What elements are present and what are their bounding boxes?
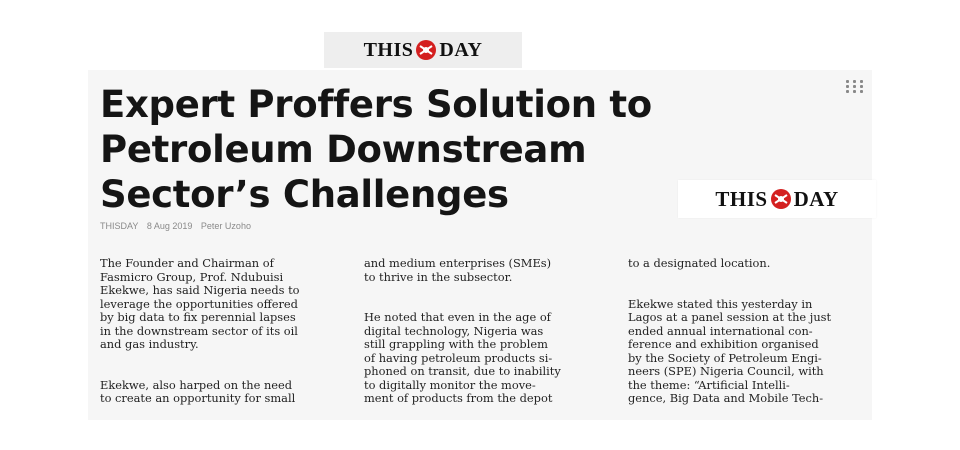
article-date: 8 Aug 2019	[146, 221, 193, 231]
paragraph: The Founder and Chairman of Fasmicro Group, Prof. Ndubuisi Ekekwe, has said Nigeria needs to leverage the opportunities offered by big data to fix perennial lapses in the downstream sector of its oil and gas industry.	[100, 256, 300, 351]
article-column-2	[364, 257, 600, 433]
paragraph: and medium enterprises (SMEs) to thrive in the subsector.	[364, 256, 552, 284]
article-meta	[100, 221, 257, 231]
article-source: THISDAY	[100, 221, 139, 231]
seal-icon	[414, 38, 438, 62]
logo-text-day: DAY	[439, 38, 483, 61]
logo-text-this: THIS	[363, 38, 414, 61]
paragraph: to a designated location.	[628, 256, 771, 270]
article-author: Peter Uzoho	[200, 221, 251, 231]
thisday-logo	[324, 32, 522, 68]
grid-dots-icon[interactable]	[846, 80, 866, 94]
logo-text-this: THIS	[715, 186, 768, 211]
article-column-1	[100, 257, 336, 433]
paragraph: He noted that even in the age of digital technology, Nigeria was still grappling with the problem of having petroleum products si- phoned on transit, due to inability to digitally monitor the move- ment of products from the depot	[364, 310, 561, 405]
article-headline: Expert Proffers Solution to Petroleum Downstream Sector’s Challenges	[100, 83, 652, 216]
logo-text-day: DAY	[793, 186, 839, 211]
paragraph: Ekekwe, also harped on the need to create an opportunity for small	[100, 377, 296, 405]
article-column-3	[628, 257, 864, 433]
paragraph: Ekekwe stated this yesterday in Lagos at a panel session at the just ended annual international con- ference and exhibition organised by the Society of Petroleum Engi- neers (SPE) Nigeria Council, with the theme: “Artificial Intelli- gence, Big Data and Mobile Tech-	[628, 296, 832, 405]
